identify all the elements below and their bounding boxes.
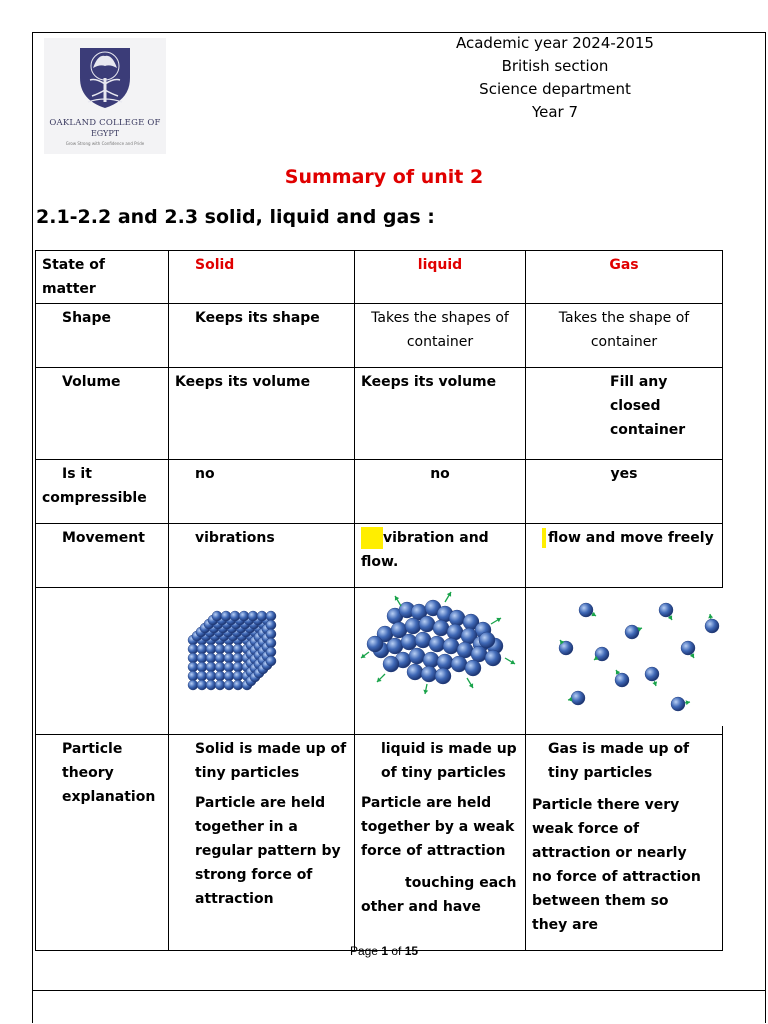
solid-particle (248, 611, 258, 621)
gas-particle (671, 697, 685, 711)
gas-volume: Fill any closed container (526, 368, 723, 460)
gas-particle (659, 603, 673, 617)
gas-particle (571, 691, 585, 705)
liquid-particle (451, 656, 467, 672)
bottom-rule (32, 990, 766, 991)
gas-particle (579, 603, 593, 617)
logo-tagline: Grow Strong with Confidence and Pride (65, 141, 145, 146)
logo-name-line2: EGYPT (90, 129, 120, 138)
table-row-compressible (36, 460, 723, 524)
diagram-label-empty (36, 588, 169, 735)
liquid-particle (437, 654, 453, 670)
solid-particle (224, 653, 234, 663)
gas-movement-cell (526, 524, 723, 588)
gas-particle (681, 641, 695, 655)
footer-prefix: Page (349, 944, 382, 958)
states-of-matter-table (35, 250, 723, 951)
liquid-particle (405, 618, 421, 634)
gas-shape: Takes the shape of container (526, 304, 723, 368)
solid-particle (197, 653, 207, 663)
current-page: 1 (381, 944, 388, 958)
liquid-particle (443, 638, 459, 654)
section-name: British section (501, 57, 609, 75)
liquid-movement-cell (355, 524, 526, 588)
solid-theory-1: Solid is made up of tiny particles (195, 741, 347, 781)
gas-compressible: yes (526, 460, 723, 524)
row-label-volume: Volume (36, 368, 169, 460)
liquid-compressible: no (355, 460, 526, 524)
solid-particle (233, 671, 243, 681)
table-header-row (36, 251, 723, 304)
solid-particle (206, 644, 216, 654)
solid-lattice-illustration (169, 588, 355, 726)
solid-particle (266, 620, 276, 630)
logo-name-line1: OAKLAND COLLEGE OF (49, 118, 161, 128)
solid-particle (215, 671, 225, 681)
row-label-shape: Shape (36, 304, 169, 368)
solid-particle (188, 644, 198, 654)
header-liquid: liquid (355, 251, 526, 304)
solid-particle (212, 611, 222, 621)
gas-particle (625, 625, 639, 639)
gas-particle (645, 667, 659, 681)
header-info (420, 32, 690, 124)
gas-particle (615, 673, 629, 687)
solid-particle (197, 680, 207, 690)
liquid-theory-2: Particle are held together by a weak force of attraction (361, 795, 515, 859)
year-group: Year 7 (531, 103, 579, 121)
gas-theory (526, 735, 723, 951)
liquid-particle (449, 610, 465, 626)
liquid-shape: Takes the shapes of container (355, 304, 526, 368)
solid-particle (206, 671, 216, 681)
liquid-particle (479, 632, 495, 648)
solid-particle (233, 680, 243, 690)
solid-particle (215, 680, 225, 690)
liquid-particle (421, 666, 437, 682)
liquid-particle (471, 646, 487, 662)
solid-shape: Keeps its shape (169, 304, 355, 368)
liquid-particle (423, 652, 439, 668)
page-footer (0, 944, 768, 958)
gas-movement: flow and move freely (548, 530, 714, 546)
gas-scatter-illustration (526, 588, 723, 726)
solid-particle (215, 653, 225, 663)
solid-particle (188, 653, 198, 663)
solid-particle (233, 653, 243, 663)
footer-of: of (388, 944, 405, 958)
gas-theory-2: Particle there very weak force of attraction or nearly no force of attraction between them so they are (532, 797, 701, 933)
liquid-particle (415, 632, 431, 648)
liquid-particle (457, 642, 473, 658)
school-logo (44, 38, 166, 154)
row-label-movement: Movement (36, 524, 169, 588)
solid-particle (188, 662, 198, 672)
solid-particle (197, 662, 207, 672)
solid-particle (215, 662, 225, 672)
theory-label: Particle theory explanation (62, 741, 156, 805)
solid-particle (215, 644, 225, 654)
liquid-particle (419, 616, 435, 632)
solid-particle (266, 611, 276, 621)
tree-shield-icon (76, 44, 134, 110)
table-row-shape (36, 304, 723, 368)
page-title: Summary of unit 2 (284, 166, 484, 188)
solid-particle (188, 671, 198, 681)
liquid-particle (409, 648, 425, 664)
gas-particles-diagram (526, 588, 723, 735)
solid-particle (266, 629, 276, 639)
solid-compressible: no (169, 460, 355, 524)
liquid-theory-3: touching each other and have (361, 875, 517, 915)
solid-particle (233, 662, 243, 672)
solid-particle (224, 680, 234, 690)
header-gas: Gas (526, 251, 723, 304)
liquid-theory-1: liquid is made up of tiny particles (381, 741, 517, 781)
liquid-particle (465, 660, 481, 676)
liquid-particle (435, 668, 451, 684)
section-heading: 2.1-2.2 and 2.3 solid, liquid and gas : (36, 206, 435, 228)
solid-particle (197, 671, 207, 681)
highlight-mark (542, 528, 546, 548)
table-row-theory (36, 735, 723, 951)
row-label-compressible (36, 460, 169, 524)
solid-particle (266, 647, 276, 657)
liquid-movement: vibration and flow. (361, 530, 489, 570)
academic-year: Academic year 2024-2015 (456, 34, 654, 52)
solid-particle (233, 644, 243, 654)
table-row-diagrams (36, 588, 723, 735)
solid-particle (188, 680, 198, 690)
liquid-cluster-illustration (355, 588, 526, 726)
solid-theory (169, 735, 355, 951)
solid-theory-2: Particle are held together in a regular pattern by strong force of attraction (195, 795, 341, 907)
solid-particle (221, 611, 231, 621)
solid-particle (197, 644, 207, 654)
liquid-theory (355, 735, 526, 951)
liquid-volume: Keeps its volume (355, 368, 526, 460)
table-row-movement (36, 524, 723, 588)
solid-particle (224, 662, 234, 672)
solid-particle (257, 611, 267, 621)
header-state: State of matter (36, 251, 169, 304)
liquid-particle (401, 634, 417, 650)
liquid-particles-diagram (355, 588, 526, 735)
solid-particle (224, 671, 234, 681)
solid-movement: vibrations (169, 524, 355, 588)
total-pages: 15 (404, 944, 419, 958)
solid-particle (206, 680, 216, 690)
header-solid: Solid (169, 251, 355, 304)
row-label-theory (36, 735, 169, 951)
liquid-particle (433, 620, 449, 636)
gas-particle (705, 619, 719, 633)
solid-particle (266, 638, 276, 648)
solid-particle (230, 611, 240, 621)
solid-particles-diagram (169, 588, 355, 735)
liquid-particle (387, 638, 403, 654)
liquid-particle (447, 624, 463, 640)
solid-particle (206, 662, 216, 672)
row-label-compressible-text: Is it compressible (42, 466, 147, 506)
liquid-particle (367, 636, 383, 652)
liquid-particle (485, 650, 501, 666)
highlight-mark (361, 527, 383, 549)
solid-particle (206, 653, 216, 663)
gas-theory-1: Gas is made up of tiny particles (548, 741, 690, 781)
solid-particle (239, 611, 249, 621)
liquid-particle (383, 656, 399, 672)
liquid-particle (407, 664, 423, 680)
solid-particle (266, 656, 276, 666)
department-name: Science department (479, 80, 631, 98)
table-row-volume (36, 368, 723, 460)
liquid-particle (429, 636, 445, 652)
solid-particle (224, 644, 234, 654)
solid-volume: Keeps its volume (169, 368, 355, 460)
